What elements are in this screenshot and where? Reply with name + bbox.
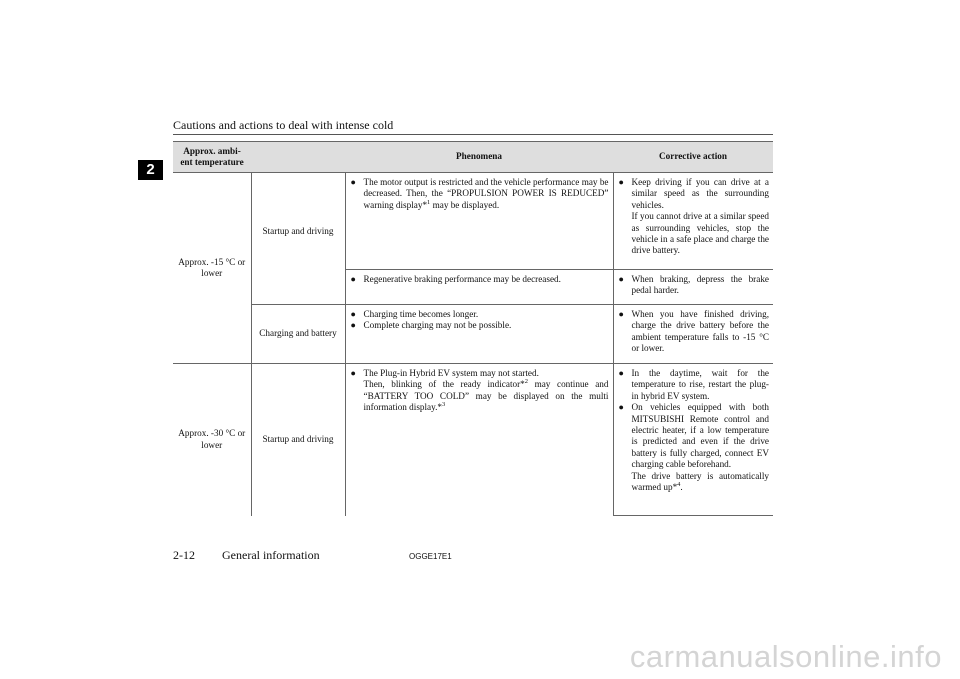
table-row xyxy=(173,364,773,516)
header-condition xyxy=(251,142,345,173)
document-code: OGGE17E1 xyxy=(409,552,452,561)
bullet-icon: ● xyxy=(350,309,356,319)
footer-section: General information xyxy=(222,548,320,562)
bullet-icon: ● xyxy=(618,309,624,319)
bullet-icon: ● xyxy=(350,274,356,284)
condition-startup-driving: Startup and driving xyxy=(251,364,345,516)
bullet-icon: ● xyxy=(618,274,624,284)
table-header-row xyxy=(173,142,773,173)
table-row xyxy=(173,305,773,364)
phenomena-cell: ● Regenerative braking performance may be decreased. xyxy=(345,270,613,305)
temp-cell-minus30: Approx. -30 °C or lower xyxy=(173,364,251,516)
action-cell: ● When you have finished driving, charge the drive battery before the ambient temperature falls to -15 °C or lower. xyxy=(613,305,773,364)
bullet-icon: ● xyxy=(618,368,624,378)
phenomena-cell: ● The motor output is restricted and the vehicle performance may be decreased. Then, the “PROPULSION POWER IS REDUCED” warning display*$^1$ may be displayed. xyxy=(345,173,613,270)
title-rule xyxy=(173,134,773,135)
condition-charging-battery: Charging and battery xyxy=(251,305,345,364)
section-title: Cautions and actions to deal with intense cold xyxy=(173,118,394,132)
header-corrective-action: Corrective action xyxy=(613,142,773,173)
page-number: 2-12 xyxy=(173,548,195,562)
condition-startup-driving: Startup and driving xyxy=(251,173,345,305)
watermark: carmanualsonline.info xyxy=(629,639,942,674)
bullet-icon: ● xyxy=(618,177,624,187)
chapter-tab: 2 xyxy=(138,160,163,180)
phenomena-cell: ● Charging time becomes longer. ● Complete charging may not be possible. xyxy=(345,305,613,364)
cold-cautions-table xyxy=(173,141,773,516)
bullet-icon: ● xyxy=(350,177,356,187)
bullet-icon: ● xyxy=(618,402,624,413)
temp-cell-minus15: Approx. -15 °C or lower xyxy=(173,173,251,364)
action-cell: ● Keep driving if you can drive at a similar speed as the surrounding vehicles. If you cannot drive at a similar speed as surrounding vehicles, stop the vehicle in a safe place and charge the drive battery. xyxy=(613,173,773,270)
action-cell: ● In the daytime, wait for the temperature to rise, restart the plug-in hybrid EV system. ● On vehicles equipped with both MITSUBISHI Remote control and electric heater, if a low temperature is predicted and even if the drive battery is fully charged, connect EV charging cable beforehand. The drive battery is automatically warmed up*$^4$. xyxy=(613,364,773,516)
bullet-icon: ● xyxy=(350,368,356,378)
header-phenomena: Phenomena xyxy=(345,142,613,173)
table-row xyxy=(173,173,773,270)
bullet-icon: ● xyxy=(350,320,356,331)
header-temperature: Approx. ambi- ent temperature xyxy=(173,142,251,173)
action-cell: ● When braking, depress the brake pedal harder. xyxy=(613,270,773,305)
phenomena-cell: ● The Plug-in Hybrid EV system may not started. Then, blinking of the ready indicator*$^2$ may continue and “BATTERY TOO COLD” may be displayed on the multi information display.*$^3$ xyxy=(345,364,613,516)
